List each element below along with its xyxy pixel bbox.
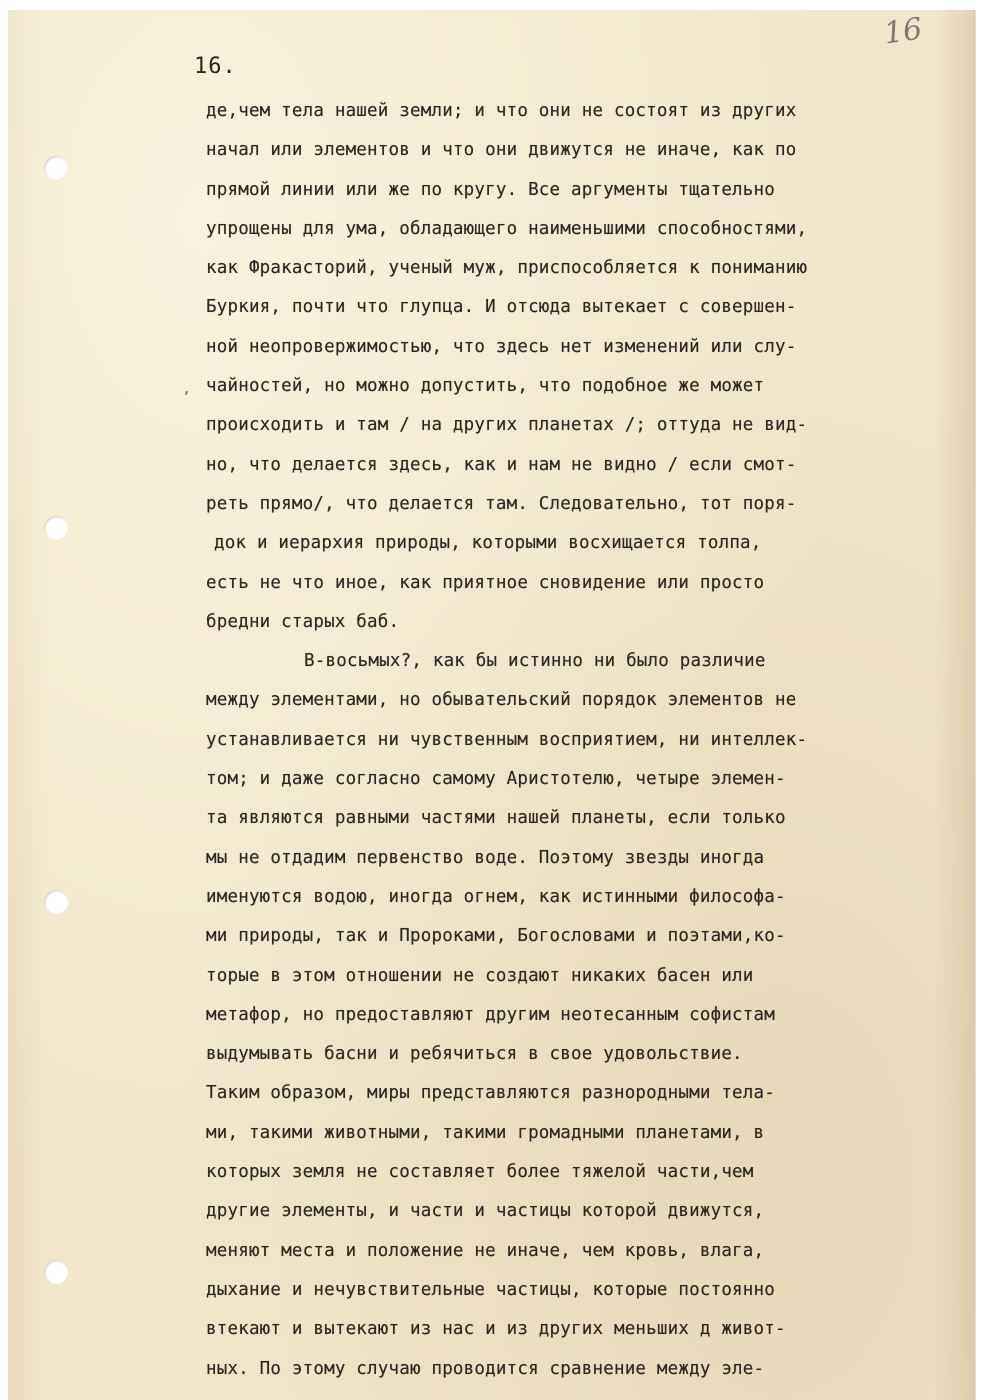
text-line: реть прямо/, что делается там. Следовательно, тот поря- [206, 493, 797, 514]
text-line: том; и даже согласно самому Аристотелю, четыре элемен- [206, 769, 786, 790]
text-line: торые в этом отношении не создают никаких басен или [206, 965, 754, 986]
text-line: ми природы, так и Пророками, Богословами и поэтами,ко- [206, 926, 786, 947]
text-line: другие элементы, и части и частицы которой движутся, [206, 1201, 765, 1222]
text-line: та являются равными частями нашей планеты, если только [206, 808, 786, 829]
text-line: начал или элементов и что они движутся не иначе, как по [206, 140, 797, 161]
handwritten-page-number: 16 [881, 11, 925, 52]
text-line: упрощены для ума, обладающего наименьшими способностями, [206, 218, 808, 239]
text-line: Буркия, почти что глупца. И отсюда вытекает с совершен- [206, 297, 797, 318]
document-page [8, 10, 974, 1400]
text-line: как Фракасторий, ученый муж, приспособляется к пониманию [206, 258, 808, 279]
paragraph-start-line: В-восьмых?, как бы истинно ни было различие [304, 651, 766, 672]
text-line: происходить и там / на других планетах /; оттуда не вид- [206, 415, 808, 436]
text-line: выдумывать басни и ребячиться в свое удовольствие. [206, 1044, 743, 1065]
text-line: док и иерархия природы, которыми восхищается толпа, [214, 533, 762, 554]
margin-mark: , [184, 378, 190, 397]
binder-hole [44, 516, 68, 540]
text-line: но, что делается здесь, как и нам не видно / если смот- [206, 454, 797, 475]
text-line: Таким образом, миры представляются разнородными тела- [206, 1083, 776, 1104]
text-line: прямой линии или же по кругу. Все аргументы тщательно [206, 179, 776, 200]
text-line: де,чем тела нашей земли; и что они не состоят из других [206, 101, 797, 121]
text-line: меняют места и положение не иначе, чем кровь, влага, [206, 1240, 765, 1261]
text-line: втекают и вытекают из нас и из других меньших д живот- [206, 1319, 786, 1340]
text-line: мы не отдадим первенство воде. Поэтому звезды иногда [206, 847, 765, 868]
text-line: которых земля не составляет более тяжелой части,чем [206, 1162, 754, 1183]
text-line: ми, такими животными, такими громадными планетами, в [206, 1122, 765, 1143]
binder-hole [44, 890, 68, 914]
text-line: ных. По этому случаю проводится сравнение между эле- [206, 1358, 765, 1379]
text-line: есть не что иное, как приятное сновидение или просто [206, 572, 765, 593]
text-line: между элементами, но обывательский порядок элементов не [206, 690, 797, 711]
text-line: именуются водою, иногда огнем, как истинными философа- [206, 886, 786, 907]
text-line: дыхание и нечувствительные частицы, которые постоянно [206, 1279, 776, 1300]
binder-hole [44, 1260, 68, 1284]
text-line: устанавливается ни чувственным восприятием, ни интеллек- [206, 729, 808, 750]
text-line: бредни старых баб. [206, 611, 400, 632]
text-line: ной неопровержимостью, что здесь нет изменений или слу- [206, 336, 797, 357]
binder-hole [44, 156, 68, 180]
text-line: чайностей, но можно допустить, что подобное же может [206, 376, 765, 397]
typed-text-body [206, 92, 956, 1389]
text-line: метафор, но предоставляют другим неотесанным софистам [206, 1004, 776, 1025]
page-number: 16. [194, 54, 237, 79]
